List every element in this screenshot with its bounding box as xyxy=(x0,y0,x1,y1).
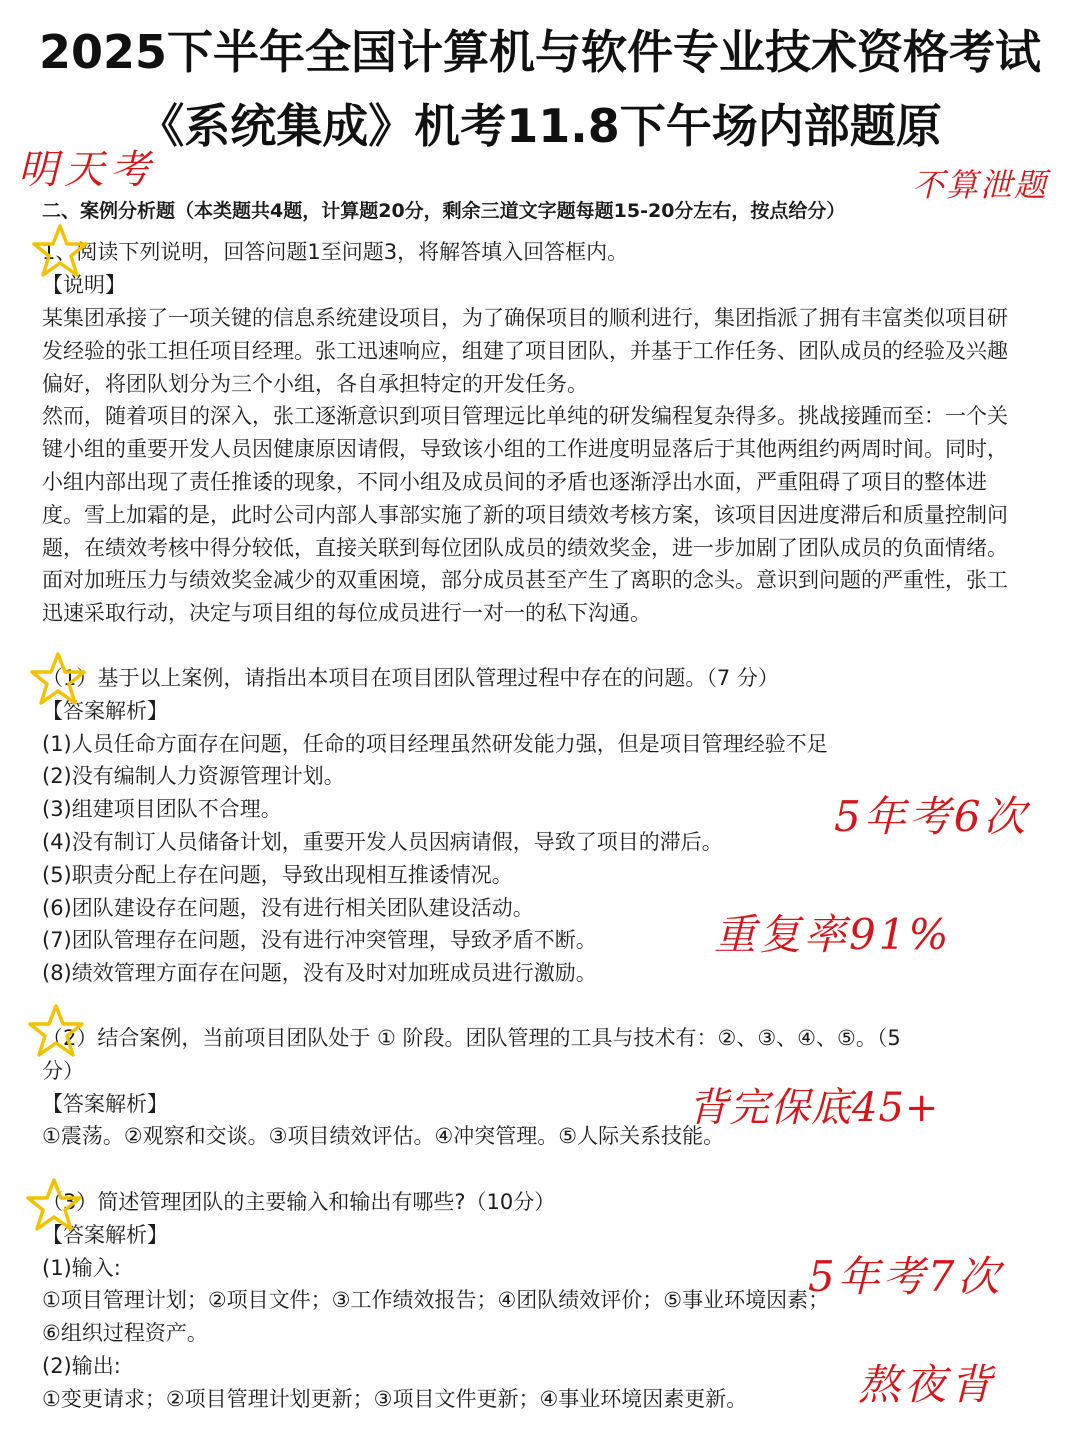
sub-question-2 xyxy=(42,1022,1032,1153)
star-icon xyxy=(24,1176,84,1236)
answer-list-item: (6)团队建设存在问题，没有进行相关团队建设活动。 xyxy=(42,895,534,920)
handwritten-not-leak: 不算泄题 xyxy=(912,166,1049,204)
case-paragraph-1: 某集团承接了一项关键的信息系统建设项目，为了确保项目的顺利进行，集团指派了拥有丰富类似项目研发经验的张工担任项目经理。张工迅速响应，组建了项目团队，并基于工作任务、团队成员的经验及兴趣偏好，将团队划分为三个小组，各自承担特定的开发任务。 xyxy=(42,306,1008,396)
star-icon xyxy=(28,650,88,710)
sub2-answer: ①震荡。②观察和交谈。③项目绩效评估。④冲突管理。⑤人际关系技能。 xyxy=(42,1124,725,1149)
answer-list-item: (7)团队管理存在问题，没有进行冲突管理，导致矛盾不断。 xyxy=(42,928,597,953)
sub3-answer-label: 【答案解析】 xyxy=(42,1222,168,1247)
sub1-answer-label: 【答案解析】 xyxy=(42,698,168,723)
sub3-input-line2: ⑥组织过程资产。 xyxy=(42,1321,208,1346)
answer-list-item: (5)职责分配上存在问题，导致出现相互推诿情况。 xyxy=(42,862,513,887)
page-title-line2: 《系统集成》机考11.8下午场内部题原 xyxy=(138,99,942,153)
sub-question-1 xyxy=(42,662,1032,990)
answer-list-item: (2)没有编制人力资源管理计划。 xyxy=(42,764,345,789)
sub2-answer-label: 【答案解析】 xyxy=(42,1091,168,1116)
sub3-output-line1: ①变更请求；②项目管理计划更新；③项目文件更新；④事业环境因素更新。 xyxy=(42,1386,748,1411)
handwritten-repeat-rate: 重复率91% xyxy=(714,910,952,959)
answer-list-item: (4)没有制订人员储备计划，重要开发人员因病请假，导致了项目的滞后。 xyxy=(42,829,723,854)
explain-label: 【说明】 xyxy=(42,272,126,297)
answer-list-item: (1)人员任命方面存在问题，任命的项目经理虽然研发能力强，但是项目管理经验不足 xyxy=(42,731,828,756)
page-title-line1: 2025下半年全国计算机与软件专业技术资格考试 xyxy=(38,25,1042,79)
handwritten-stay-up-late: 熬夜背 xyxy=(858,1360,997,1409)
star-icon xyxy=(30,222,90,282)
case-paragraph-2: 然而，随着项目的深入，张工逐渐意识到项目管理远比单纯的研发编程复杂得多。挑战接踵而至：一个关键小组的重要开发人员因健康原因请假，导致该小组的工作进度明显落后于其他两组约两周时间。同时，小组内部出现了责任推诿的现象，不同小组及成员间的矛盾也逐渐浮出水面，严重阻碍了项目的整体进度。雪上加霜的是，此时公司内部人事部实施了新的项目绩效考核方案，该项目因进度滞后和质量控制问题，在绩效考核中得分较低，直接关联到每位团队成员的绩效奖金，进一步加剧了团队成员的负面情绪。面对加班压力与绩效奖金减少的双重困境，部分成员甚至产生了离职的念头。意识到问题的严重性，张工迅速采取行动，决定与项目组的每位成员进行一对一的私下沟通。 xyxy=(42,404,1008,626)
question1-instruction: 1、阅读下列说明，回答问题1至问题3，将解答填入回答框内。 xyxy=(42,240,629,264)
sub2-question-line1: （2）结合案例，当前项目团队处于 ① 阶段。团队管理的工具与技术有：②、③、④、⑤。（5 xyxy=(42,1026,901,1050)
handwritten-five-years-six-times: 5年考6次 xyxy=(834,792,1029,841)
star-icon xyxy=(26,1002,86,1062)
sub2-question-line2: 分） xyxy=(42,1058,84,1083)
sub3-input-label: (1)输入: xyxy=(42,1255,121,1280)
sub1-question: （1）基于以上案例，请指出本项目在项目团队管理过程中存在的问题。（7 分） xyxy=(42,666,779,690)
question1-intro xyxy=(42,236,1032,302)
sub3-input-line1: ①项目管理计划；②项目文件；③工作绩效报告；④团队绩效评价；⑤事业环境因素； xyxy=(42,1288,830,1313)
handwritten-tomorrow-exam: 明天考 xyxy=(18,147,156,193)
sub-question-3 xyxy=(42,1186,1032,1416)
handwritten-five-years-seven-times: 5年考7次 xyxy=(808,1252,1003,1301)
sub3-output-label: (2)输出: xyxy=(42,1353,121,1378)
answer-list-item: (8)绩效管理方面存在问题，没有及时对加班成员进行激励。 xyxy=(42,961,597,986)
sub3-question: （3）简述管理团队的主要输入和输出有哪些?（10分） xyxy=(42,1190,556,1214)
handwritten-guarantee-score: 背完保底45+ xyxy=(688,1085,940,1131)
answer-list-item: (3)组建项目团队不合理。 xyxy=(42,797,282,822)
section-heading: 二、案例分析题（本类题共4题，计算题20分，剩余三道文字题每题15-20分左右，按点给分） xyxy=(42,200,846,222)
case-description xyxy=(42,302,1027,630)
